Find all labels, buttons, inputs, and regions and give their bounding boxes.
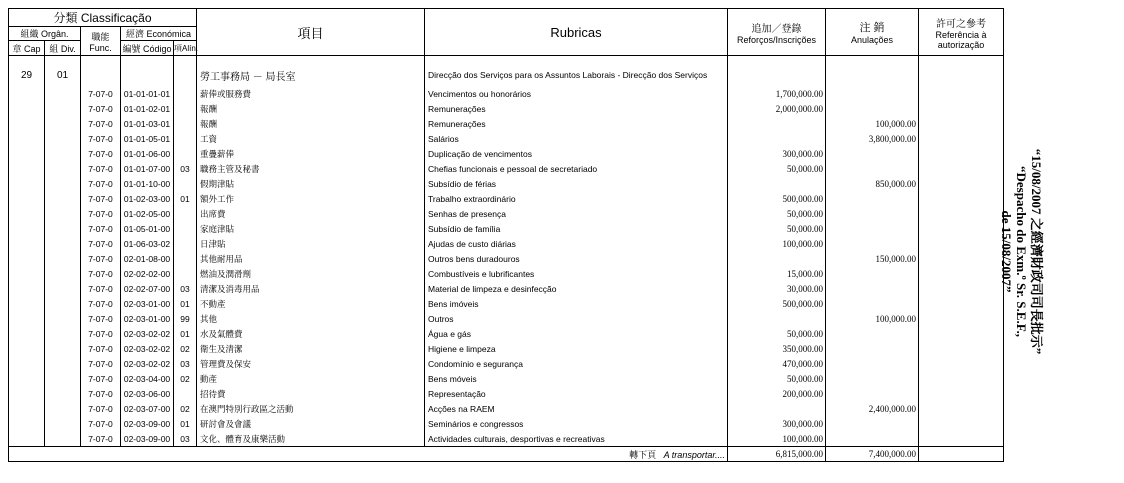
rubrica-cell: Condomínio e segurança xyxy=(425,356,728,371)
func-cell: 7-07-0 xyxy=(81,341,121,356)
func-cell: 7-07-0 xyxy=(81,386,121,401)
item-zh-cell: 額外工作 xyxy=(197,191,425,206)
item-zh-cell: 不動產 xyxy=(197,296,425,311)
func-cell: 7-07-0 xyxy=(81,371,121,386)
anulacao-cell: 150,000.00 xyxy=(826,251,919,266)
alin-cell: 02 xyxy=(174,341,197,356)
item-zh-cell: 家庭津貼 xyxy=(197,221,425,236)
rubrica-cell: Bens imóveis xyxy=(425,296,728,311)
func-cell: 7-07-0 xyxy=(81,86,121,101)
reforco-cell xyxy=(728,251,826,266)
budget-table xyxy=(8,8,1045,462)
alin-cell: 03 xyxy=(174,356,197,371)
reforco-cell: 50,000.00 xyxy=(728,371,826,386)
alin-cell: 02 xyxy=(174,401,197,416)
item-zh-cell: 水及氣體費 xyxy=(197,326,425,341)
table-row xyxy=(9,161,1004,176)
func-cell: 7-07-0 xyxy=(81,356,121,371)
reforco-cell: 100,000.00 xyxy=(728,431,826,447)
code-cell: 01-01-05-01 xyxy=(121,131,174,146)
item-zh-cell: 清潔及消毒用品 xyxy=(197,281,425,296)
rubrica-cell: Subsídio de férias xyxy=(425,176,728,191)
anulacao-cell xyxy=(826,266,919,281)
item-zh-cell: 其他耐用品 xyxy=(197,251,425,266)
code-cell: 02-03-07-00 xyxy=(121,401,174,416)
table-row xyxy=(9,311,1004,326)
func-cell: 7-07-0 xyxy=(81,416,121,431)
table-row xyxy=(9,116,1004,131)
rubrica-cell: Chefias funcionais e pessoal de secretariado xyxy=(425,161,728,176)
cap-header: 章 Cap xyxy=(9,41,45,56)
funcional-header: 職能 Func. xyxy=(81,27,121,56)
anulacao-cell xyxy=(826,236,919,251)
anulacao-cell: 2,400,000.00 xyxy=(826,401,919,416)
code-cell: 02-03-02-02 xyxy=(121,326,174,341)
item-zh-cell: 招待費 xyxy=(197,386,425,401)
reforco-cell: 50,000.00 xyxy=(728,206,826,221)
reforco-cell: 50,000.00 xyxy=(728,221,826,236)
item-zh-cell: 重疊薪俸 xyxy=(197,146,425,161)
organica-header: 組織 Orgân. xyxy=(9,27,81,41)
total-anulacoes: 7,400,000.00 xyxy=(826,447,919,462)
rubrica-cell: Trabalho extraordinário xyxy=(425,191,728,206)
rubrica-cell: Vencimentos ou honorários xyxy=(425,86,728,101)
code-cell: 02-03-09-00 xyxy=(121,431,174,447)
reforco-cell: 500,000.00 xyxy=(728,296,826,311)
code-cell: 02-03-02-02 xyxy=(121,356,174,371)
code-cell: 02-02-02-00 xyxy=(121,266,174,281)
rubricas-header: Rubricas xyxy=(425,9,728,56)
alin-cell xyxy=(174,131,197,146)
code-cell: 01-05-01-00 xyxy=(121,221,174,236)
total-row xyxy=(9,447,1004,462)
alin-cell xyxy=(174,251,197,266)
code-cell: 01-06-03-02 xyxy=(121,236,174,251)
table-row xyxy=(9,236,1004,251)
code-cell: 02-03-01-00 xyxy=(121,296,174,311)
anulacao-cell: 100,000.00 xyxy=(826,311,919,326)
anulacao-cell xyxy=(826,206,919,221)
item-zh-cell: 研討會及會議 xyxy=(197,416,425,431)
func-cell: 7-07-0 xyxy=(81,296,121,311)
code-cell: 01-01-06-00 xyxy=(121,146,174,161)
alin-cell: 99 xyxy=(174,311,197,326)
item-zh-cell: 動產 xyxy=(197,371,425,386)
anulacao-cell xyxy=(826,296,919,311)
item-zh-cell: 出席費 xyxy=(197,206,425,221)
code-cell: 02-03-02-02 xyxy=(121,341,174,356)
func-cell: 7-07-0 xyxy=(81,161,121,176)
func-cell: 7-07-0 xyxy=(81,221,121,236)
table-row xyxy=(9,101,1004,116)
alin-cell: 01 xyxy=(174,416,197,431)
section-row xyxy=(9,64,1004,86)
anulacao-cell xyxy=(826,221,919,236)
economica-header: 經濟 Económica xyxy=(121,27,197,41)
anulacao-cell: 100,000.00 xyxy=(826,116,919,131)
item-zh-cell: 薪俸或服務費 xyxy=(197,86,425,101)
code-cell: 01-01-01-01 xyxy=(121,86,174,101)
alin-cell xyxy=(174,86,197,101)
item-zh-cell: 其他 xyxy=(197,311,425,326)
item-zh-cell: 日津貼 xyxy=(197,236,425,251)
alin-cell: 03 xyxy=(174,281,197,296)
rubrica-cell: Actividades culturais, desportivas e recreativas xyxy=(425,431,728,447)
reforco-cell xyxy=(728,116,826,131)
item-zh-cell: 燃油及潤滑劑 xyxy=(197,266,425,281)
reforco-cell: 300,000.00 xyxy=(728,416,826,431)
alin-cell xyxy=(174,101,197,116)
reforco-cell xyxy=(728,131,826,146)
authorization-line-zh: “15/08/2007 之經濟財政司司長批示” xyxy=(1029,148,1045,354)
authorization-line-pt-2: de 15/08/2007” xyxy=(999,210,1015,292)
authorization-reference xyxy=(919,56,1045,447)
alin-cell xyxy=(174,386,197,401)
func-cell: 7-07-0 xyxy=(81,401,121,416)
rubrica-cell: Outros xyxy=(425,311,728,326)
table-row xyxy=(9,281,1004,296)
rubrica-cell: Subsídio de família xyxy=(425,221,728,236)
rubrica-cell: Bens móveis xyxy=(425,371,728,386)
rubrica-cell: Outros bens duradouros xyxy=(425,251,728,266)
func-cell: 7-07-0 xyxy=(81,191,121,206)
code-cell: 02-03-01-00 xyxy=(121,311,174,326)
table-row xyxy=(9,251,1004,266)
total-reforcos: 6,815,000.00 xyxy=(728,447,826,462)
section-title-zh: 勞工事務局 － 局長室 xyxy=(197,64,425,86)
alin-cell xyxy=(174,266,197,281)
reforco-cell: 350,000.00 xyxy=(728,341,826,356)
anulacao-cell: 850,000.00 xyxy=(826,176,919,191)
anulacao-cell: 3,800,000.00 xyxy=(826,131,919,146)
func-cell: 7-07-0 xyxy=(81,281,121,296)
anulacoes-header: 注 銷 Anulações xyxy=(826,9,919,56)
func-cell: 7-07-0 xyxy=(81,236,121,251)
table-row xyxy=(9,431,1004,447)
reforcos-header: 追加／登錄 Reforços/Inscrições xyxy=(728,9,826,56)
table-row xyxy=(9,386,1004,401)
rubrica-cell: Seminários e congressos xyxy=(425,416,728,431)
table-row xyxy=(9,296,1004,311)
items-header: 項目 xyxy=(197,9,425,56)
item-zh-cell: 管理費及保安 xyxy=(197,356,425,371)
alin-cell: 01 xyxy=(174,191,197,206)
table-row xyxy=(9,206,1004,221)
code-cell: 02-01-08-00 xyxy=(121,251,174,266)
table-row xyxy=(9,221,1004,236)
table-row xyxy=(9,131,1004,146)
table-row xyxy=(9,401,1004,416)
func-cell: 7-07-0 xyxy=(81,266,121,281)
table-row xyxy=(9,416,1004,431)
anulacao-cell xyxy=(826,326,919,341)
code-cell: 01-01-02-01 xyxy=(121,101,174,116)
rubrica-cell: Remunerações xyxy=(425,116,728,131)
rubrica-cell: Duplicação de vencimentos xyxy=(425,146,728,161)
rubrica-cell: Ajudas de custo diárias xyxy=(425,236,728,251)
reforco-cell: 100,000.00 xyxy=(728,236,826,251)
reforco-cell: 1,700,000.00 xyxy=(728,86,826,101)
codigo-header: 編號 Código xyxy=(121,41,174,56)
item-zh-cell: 文化、體育及康樂活動 xyxy=(197,431,425,447)
table-row xyxy=(9,326,1004,341)
func-cell: 7-07-0 xyxy=(81,326,121,341)
anulacao-cell xyxy=(826,161,919,176)
func-cell: 7-07-0 xyxy=(81,101,121,116)
reforco-cell: 50,000.00 xyxy=(728,326,826,341)
alin-cell xyxy=(174,146,197,161)
func-cell: 7-07-0 xyxy=(81,206,121,221)
rubrica-cell: Acções na RAEM xyxy=(425,401,728,416)
item-zh-cell: 報酬 xyxy=(197,101,425,116)
rubrica-cell: Higiene e limpeza xyxy=(425,341,728,356)
rubrica-cell: Remunerações xyxy=(425,101,728,116)
reforco-cell: 2,000,000.00 xyxy=(728,101,826,116)
rubrica-cell: Combustíveis e lubrificantes xyxy=(425,266,728,281)
table-row xyxy=(9,356,1004,371)
alin-cell xyxy=(174,221,197,236)
alin-cell: 03 xyxy=(174,161,197,176)
div-header: 組 Div. xyxy=(45,41,81,56)
classification-header: 分類 Classificação xyxy=(9,9,197,27)
rubrica-cell: Senhas de presença xyxy=(425,206,728,221)
reforco-cell: 15,000.00 xyxy=(728,266,826,281)
anulacao-cell xyxy=(826,416,919,431)
func-cell: 7-07-0 xyxy=(81,176,121,191)
anulacao-cell xyxy=(826,86,919,101)
alin-cell xyxy=(174,206,197,221)
rubrica-cell: Representação xyxy=(425,386,728,401)
table-row xyxy=(9,146,1004,161)
table-row xyxy=(9,176,1004,191)
transport-label: 轉下頁 A transportar.... xyxy=(9,447,728,462)
anulacao-cell xyxy=(826,341,919,356)
div-value: 01 xyxy=(45,64,81,86)
item-zh-cell: 職務主管及秘書 xyxy=(197,161,425,176)
alin-cell: 03 xyxy=(174,431,197,447)
rubrica-cell: Salários xyxy=(425,131,728,146)
func-cell: 7-07-0 xyxy=(81,131,121,146)
table-row xyxy=(9,86,1004,101)
reforco-cell: 300,000.00 xyxy=(728,146,826,161)
alin-cell: 02 xyxy=(174,371,197,386)
func-cell: 7-07-0 xyxy=(81,251,121,266)
reforco-cell: 500,000.00 xyxy=(728,191,826,206)
referencia-header: 許可之參考 Referência à autorização xyxy=(919,9,1004,56)
code-cell: 01-01-07-00 xyxy=(121,161,174,176)
code-cell: 02-02-07-00 xyxy=(121,281,174,296)
item-zh-cell: 衛生及清潔 xyxy=(197,341,425,356)
anulacao-cell xyxy=(826,386,919,401)
reforco-cell xyxy=(728,311,826,326)
anulacao-cell xyxy=(826,191,919,206)
table-row xyxy=(9,341,1004,356)
rubrica-cell: Material de limpeza e desinfecção xyxy=(425,281,728,296)
code-cell: 01-01-03-01 xyxy=(121,116,174,131)
reforco-cell: 470,000.00 xyxy=(728,356,826,371)
code-cell: 01-02-03-00 xyxy=(121,191,174,206)
anulacao-cell xyxy=(826,101,919,116)
reforco-cell: 50,000.00 xyxy=(728,161,826,176)
rubrica-cell: Água e gás xyxy=(425,326,728,341)
alin-header: 項Alín. xyxy=(174,41,197,56)
code-cell: 02-03-06-00 xyxy=(121,386,174,401)
item-zh-cell: 假期津貼 xyxy=(197,176,425,191)
reforco-cell xyxy=(728,176,826,191)
section-title-pt: Direcção dos Serviços para os Assuntos Laborais - Direcção dos Serviços xyxy=(425,64,728,86)
authorization-line-pt-1: “Despacho do Exm.º Sr. S.E.F., xyxy=(1014,165,1030,337)
func-cell: 7-07-0 xyxy=(81,311,121,326)
anulacao-cell xyxy=(826,356,919,371)
alin-cell: 01 xyxy=(174,296,197,311)
func-cell: 7-07-0 xyxy=(81,431,121,447)
code-cell: 01-02-05-00 xyxy=(121,206,174,221)
alin-cell xyxy=(174,116,197,131)
reforco-cell: 30,000.00 xyxy=(728,281,826,296)
alin-cell: 01 xyxy=(174,326,197,341)
func-cell: 7-07-0 xyxy=(81,146,121,161)
table-row xyxy=(9,191,1004,206)
item-zh-cell: 報酬 xyxy=(197,116,425,131)
code-cell: 01-01-10-00 xyxy=(121,176,174,191)
alin-cell xyxy=(174,176,197,191)
budget-sheet xyxy=(8,8,1045,475)
alin-cell xyxy=(174,236,197,251)
func-cell: 7-07-0 xyxy=(81,116,121,131)
reforco-cell xyxy=(728,401,826,416)
item-zh-cell: 工資 xyxy=(197,131,425,146)
reforco-cell: 200,000.00 xyxy=(728,386,826,401)
table-row xyxy=(9,371,1004,386)
anulacao-cell xyxy=(826,371,919,386)
anulacao-cell xyxy=(826,281,919,296)
code-cell: 02-03-09-00 xyxy=(121,416,174,431)
table-row xyxy=(9,266,1004,281)
code-cell: 02-03-04-00 xyxy=(121,371,174,386)
cap-value: 29 xyxy=(9,64,45,86)
anulacao-cell xyxy=(826,146,919,161)
item-zh-cell: 在澳門特別行政區之活動 xyxy=(197,401,425,416)
anulacao-cell xyxy=(826,431,919,447)
